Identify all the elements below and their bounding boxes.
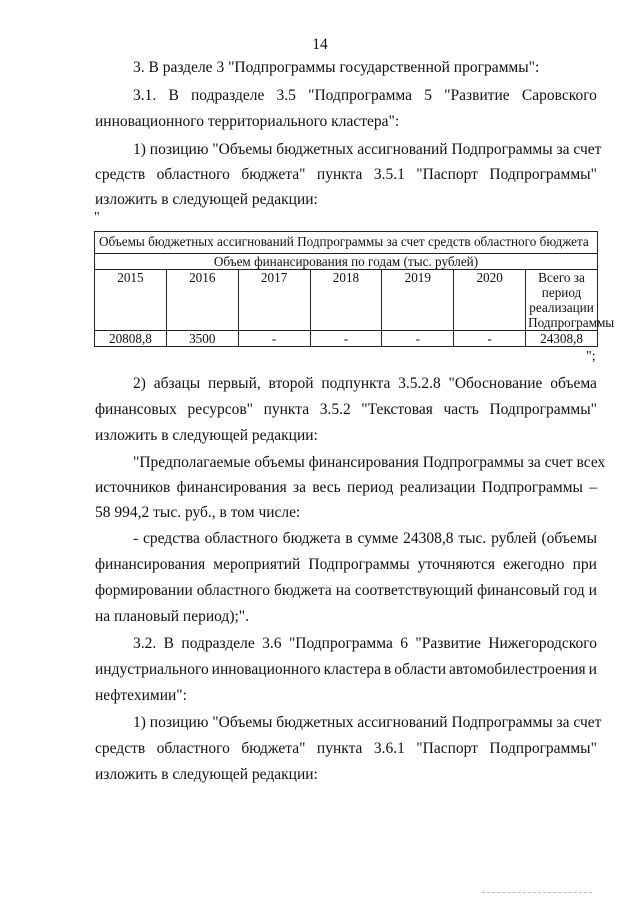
table-header-row [95, 270, 598, 331]
word: Саровского [521, 87, 597, 104]
paragraph-item1b-line2 [95, 740, 597, 758]
word: соответствующий [354, 582, 474, 599]
header-2019: 2019 [382, 270, 454, 331]
header-2018: 2018 [310, 270, 382, 331]
word: "Развитие [444, 87, 510, 104]
value-2018: - [310, 331, 382, 347]
word: объема [550, 375, 597, 392]
word: 6 [400, 635, 408, 652]
value-2016: 3500 [166, 331, 238, 347]
word: "Паспорт [416, 740, 478, 757]
paragraph-item1-line3: изложить в следующей редакции: [95, 191, 318, 208]
budget-para-line1 [133, 530, 597, 548]
word: весь [312, 479, 341, 496]
word: на [335, 582, 351, 599]
word: 5 [424, 87, 432, 104]
word: при [572, 556, 597, 573]
word: В [168, 87, 179, 104]
word: реализации [399, 479, 476, 496]
value-total: 24308,8 [526, 331, 598, 347]
quote-para-line3: 58 994,2 тыс. руб., в том числе: [95, 504, 301, 521]
word: В [163, 635, 174, 652]
word: 2) [133, 375, 146, 392]
word: подразделе [191, 87, 265, 104]
word: 3.5.1 [373, 166, 405, 183]
word: – [589, 479, 597, 496]
word: средств [95, 166, 146, 183]
word: 3.5 [276, 87, 296, 104]
paragraph-item1b-line1: 1) позицию "Объемы бюджетных ассигнований Подпрограммы за счет [133, 714, 602, 731]
word: 3.6.1 [373, 740, 405, 757]
word: 3.2. [133, 635, 157, 652]
table-row [95, 331, 598, 347]
word: инновационного [211, 661, 321, 678]
value-2020: - [454, 331, 526, 347]
word: пункта [263, 401, 310, 418]
word: финансовый [477, 582, 560, 599]
word: областного [204, 530, 278, 547]
paragraph-3-2-line2 [95, 661, 597, 679]
word: бюджета" [241, 166, 306, 183]
word: пункта [316, 166, 363, 183]
word: часть [443, 401, 479, 418]
table-caption: Объемы бюджетных ассигнований Подпрограммы за счет средств областного бюджета [95, 232, 598, 254]
paragraph-section-3: 3. В разделе 3 "Подпрограммы государственной программы": [133, 59, 540, 76]
paragraph-item2-line1 [133, 375, 597, 393]
table-close-quote: "; [586, 349, 596, 364]
word: пункта [316, 740, 363, 757]
word: средств [95, 740, 146, 757]
word: "Обоснование [448, 375, 543, 392]
budget-para-line4: на плановый период);". [95, 608, 249, 625]
paragraph-item2-line2 [95, 401, 597, 419]
budget-para-line3 [95, 582, 597, 600]
word: в [383, 661, 392, 678]
word: средства [143, 530, 200, 547]
header-2020: 2020 [454, 270, 526, 331]
word: Подпрограммы" [489, 740, 597, 757]
word: областного [156, 740, 230, 757]
word: 3.5.2.8 [398, 375, 441, 392]
paragraph-3-1-line1 [133, 87, 597, 105]
value-2019: - [382, 331, 454, 347]
word: Подпрограммы" [489, 166, 597, 183]
word: "Паспорт [416, 166, 478, 183]
word: и [588, 661, 597, 678]
table-subheader: Объем финансирования по годам (тыс. рублей) [95, 254, 598, 270]
word: в [345, 530, 353, 547]
word: (объемы [541, 530, 597, 547]
word: "Текстовая [361, 401, 433, 418]
quote-para-line1: "Предполагаемые объемы финансирования Подпрограммы за счет всех [133, 454, 606, 471]
paragraph-item1-line1: 1) позицию "Объемы бюджетных ассигнований Подпрограммы за счет [133, 141, 602, 158]
word: - [133, 530, 139, 547]
header-2015: 2015 [95, 270, 167, 331]
word: 24308,8 [403, 530, 454, 547]
paragraph-item1-line2 [95, 166, 597, 184]
word: 3.5.2 [319, 401, 351, 418]
word: второй [268, 375, 314, 392]
word: период [347, 479, 394, 496]
word: подразделе [181, 635, 255, 652]
word: Подпрограммы [481, 479, 583, 496]
paragraph-3-1-line2: инновационного территориального кластера": [95, 113, 400, 130]
word: источников [95, 479, 171, 496]
paragraph-item2-line3: изложить в следующей редакции: [95, 427, 318, 444]
value-2015: 20808,8 [95, 331, 167, 347]
word: первый, [207, 375, 261, 392]
word: индустриального [95, 661, 209, 678]
word: подпункта [321, 375, 391, 392]
header-2016: 2016 [166, 270, 238, 331]
word: 3.6 [262, 635, 282, 652]
word: ежегодно [503, 556, 565, 573]
word: Подпрограммы [308, 556, 410, 573]
word: за [293, 479, 307, 496]
word: областного [156, 166, 230, 183]
paragraph-item1b-line3: изложить в следующей редакции: [95, 766, 318, 783]
word: сумме [357, 530, 399, 547]
word: Подпрограммы" [489, 401, 597, 418]
word: финансирования [176, 479, 287, 496]
paragraph-3-2-line3: нефтехимии": [95, 687, 187, 704]
word: формировании [95, 582, 193, 599]
word: ресурсов" [187, 401, 253, 418]
budget-table [94, 231, 615, 347]
word: "Подпрограмма [308, 87, 413, 104]
word: области [394, 661, 447, 678]
scan-edge-mark [482, 892, 592, 893]
word: 3.1. [133, 87, 157, 104]
word: областного [196, 582, 271, 599]
quote-para-line2 [95, 479, 597, 497]
word: тыс. [458, 530, 487, 547]
word: "Развитие [415, 635, 481, 652]
word: абзацы [153, 375, 201, 392]
word: финансовых [95, 401, 177, 418]
budget-para-line2 [95, 556, 597, 574]
word: бюджета [273, 582, 332, 599]
value-2017: - [238, 331, 310, 347]
word: кластера [323, 661, 381, 678]
word: автомобилестроения [448, 661, 586, 678]
word: уточняются [417, 556, 495, 573]
word: мероприятий [213, 556, 301, 573]
page-number: 14 [312, 36, 328, 53]
word: рублей [491, 530, 537, 547]
word: год [563, 582, 585, 599]
word: бюджета" [241, 740, 306, 757]
word: "Подпрограмма [288, 635, 393, 652]
word: Нижегородского [488, 635, 597, 652]
paragraph-3-2-line1 [133, 635, 597, 653]
word: и [588, 582, 597, 599]
word: бюджета [282, 530, 341, 547]
header-2017: 2017 [238, 270, 310, 331]
header-total: Всего за период реализации Подпрограммы [526, 270, 598, 331]
word: финансирования [95, 556, 206, 573]
table-open-quote: " [94, 210, 100, 225]
